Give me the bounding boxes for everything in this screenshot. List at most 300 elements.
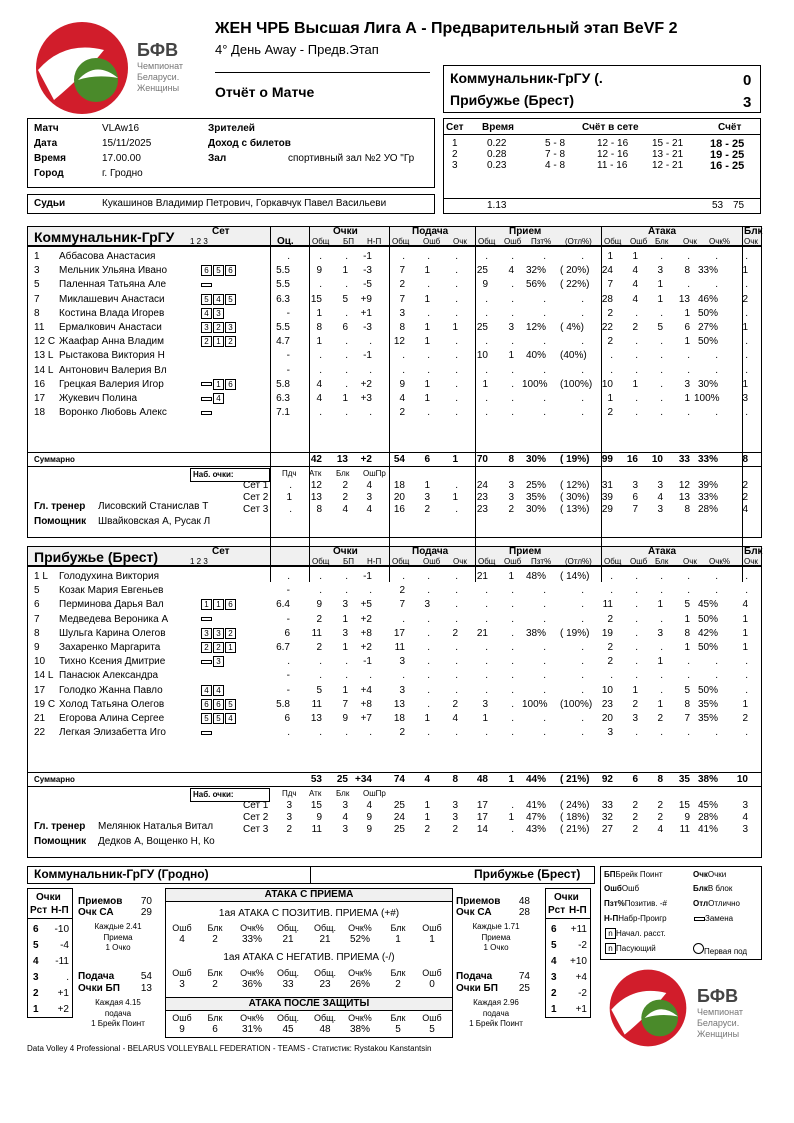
sum-stat: 33% xyxy=(697,454,718,465)
player-stat: 3 xyxy=(742,393,748,404)
atk-h: Очк% xyxy=(348,968,372,978)
player-stat: 6.3 xyxy=(276,293,290,305)
sum-stat: ( 19%) xyxy=(560,454,590,465)
set-col-h: Сет xyxy=(212,546,230,557)
rot-v: +4 xyxy=(575,972,587,983)
player-stat: 1 xyxy=(424,713,430,724)
l-bp: Очки БП xyxy=(456,983,498,994)
player-stat: 6.4 xyxy=(276,599,290,611)
sum-stat: 99 xyxy=(601,454,613,465)
player-stat: . xyxy=(687,656,690,668)
rot-v: -2 xyxy=(578,940,587,951)
player-stat: . xyxy=(511,627,514,639)
player-stat: . xyxy=(745,350,748,362)
player-stat: . xyxy=(687,251,690,262)
l-each3: 1 Очко xyxy=(483,943,509,952)
atk-h: Общ. xyxy=(276,1013,300,1023)
player-stat: . xyxy=(715,364,718,376)
legend-key: Н-П xyxy=(604,914,619,923)
player-stat: - xyxy=(286,364,290,376)
nab-stat: ( 30%) xyxy=(560,492,590,503)
legend-item xyxy=(604,883,639,895)
nab-stat: 2 xyxy=(632,800,638,811)
rotation-square: 3 xyxy=(213,628,224,639)
player-stat: . xyxy=(511,364,514,376)
player-stat: 35% xyxy=(697,713,718,724)
player-stat: 19 xyxy=(601,627,613,639)
value-hall: спортивный зал №2 УО "Гр xyxy=(288,153,415,164)
col-h: Пзт% xyxy=(531,237,552,246)
assistant-name: Дедков А, Вощенко Н, Ко xyxy=(98,836,215,847)
player-stat: . xyxy=(745,727,748,739)
legend-value: В блок xyxy=(707,884,733,893)
player-name: Панасюк Александра xyxy=(59,670,159,682)
player-stat: 2 xyxy=(742,713,748,724)
rotation-square: 5 xyxy=(201,294,212,305)
legend-value: Очки xyxy=(707,870,727,879)
col-h: Общ xyxy=(312,557,330,566)
value-match: VLAw16 xyxy=(102,123,140,134)
square-icon: n xyxy=(605,928,616,939)
player-stat: 1 xyxy=(342,265,348,277)
rotation-square: 4 xyxy=(213,294,224,305)
player-stat: 1 xyxy=(424,293,430,305)
player-stat: 1 xyxy=(607,251,613,262)
player-stat: . xyxy=(511,279,514,291)
player-stat: 4 xyxy=(632,293,638,305)
player-stat: . xyxy=(660,350,663,362)
nab-stat: 2 xyxy=(342,492,348,503)
rotation-square: 1 xyxy=(225,642,236,653)
player-stat: . xyxy=(455,293,458,305)
l-each: Каждые 2.41 xyxy=(94,922,142,931)
nab-stat: 4 xyxy=(366,800,372,811)
col-h: Очк xyxy=(453,557,467,566)
player-stat: . xyxy=(455,727,458,739)
atk-h: Ошб xyxy=(422,1013,442,1023)
player-rotation xyxy=(200,642,236,654)
player-stat: . xyxy=(543,670,546,682)
player-stat: 2 xyxy=(632,698,638,710)
nab-stat: 24 xyxy=(476,480,488,491)
label-city: Город xyxy=(34,168,64,179)
player-stat: 1 xyxy=(742,265,748,277)
player-stat: ( 14%) xyxy=(560,571,590,582)
player-stat: +7 xyxy=(360,713,372,724)
player-stat: 5 xyxy=(342,293,348,305)
player-stat: . xyxy=(745,407,748,419)
player-number: 14 L xyxy=(34,670,54,682)
player-stat: 9 xyxy=(482,279,488,291)
rotation-square: 3 xyxy=(201,322,212,333)
rotation-square: 6 xyxy=(225,599,236,610)
player-stat: 2 xyxy=(742,293,748,305)
nab-stat: 3 xyxy=(632,480,638,491)
set-row-cell: 19 - 25 xyxy=(710,149,745,161)
player-stat: . xyxy=(455,307,458,319)
player-stat: 6.7 xyxy=(276,642,290,653)
rotation-square: 6 xyxy=(225,265,236,276)
player-rotation xyxy=(200,656,224,668)
logo-sub-2: Беларуси. xyxy=(137,72,180,82)
legend-value: Начал. расст. xyxy=(616,929,666,938)
player-stat: 12% xyxy=(525,322,546,333)
nab-stat: 2 xyxy=(342,480,348,491)
legend-key: Ошб xyxy=(604,884,622,893)
col-h: (Отл%) xyxy=(565,237,592,246)
player-stat: 3 xyxy=(424,599,430,611)
player-stat: . xyxy=(345,336,348,348)
player-stat: 7 xyxy=(399,293,405,305)
legend-item xyxy=(604,869,663,881)
rot-n: 2 xyxy=(33,988,39,999)
player-stat: . xyxy=(369,585,372,597)
player-name: Жукевич Полина xyxy=(59,393,138,404)
sum-stat: 44% xyxy=(525,774,546,785)
player-stat: . xyxy=(455,265,458,277)
nab-stat: 30% xyxy=(525,504,546,515)
set-row-cell: 16 - 25 xyxy=(710,160,745,172)
player-stat: . xyxy=(581,727,584,739)
col-h: Ошб xyxy=(423,557,441,566)
player-name: Легкая Элизабетта Иго xyxy=(59,727,166,739)
player-stat: . xyxy=(715,251,718,262)
player-stat: 10 xyxy=(476,350,488,362)
col-h: Общ xyxy=(478,237,496,246)
rotation-square: 2 xyxy=(201,642,212,653)
player-stat: 13 xyxy=(310,713,322,724)
player-stat: . xyxy=(635,336,638,348)
rotation-square: 5 xyxy=(213,265,224,276)
player-stat: . xyxy=(635,350,638,362)
player-stat: -3 xyxy=(363,322,372,333)
set-row-cell: 0.22 xyxy=(487,138,507,149)
player-stat: . xyxy=(581,307,584,319)
coach-label: Гл. тренер xyxy=(34,821,86,832)
player-stat: 6 xyxy=(284,627,290,639)
l-e23: 1 Брейк Поинт xyxy=(469,1019,523,1028)
player-stat: 1 xyxy=(316,307,322,319)
l-sa: Очк СА xyxy=(456,907,492,918)
l-rec: Приемов xyxy=(78,896,123,907)
nab-stat: 2 xyxy=(286,824,292,835)
nab-stat: 3 xyxy=(742,824,748,835)
player-stat: +2 xyxy=(360,378,372,390)
nab-h: Блк xyxy=(336,469,350,478)
nab-stat: 3 xyxy=(508,492,514,503)
player-stat: . xyxy=(369,670,372,682)
player-stat: 8 xyxy=(684,265,690,277)
player-number: 9 xyxy=(34,642,40,653)
player-stat: . xyxy=(511,251,514,262)
player-name: Медведева Вероника А xyxy=(59,613,169,625)
player-stat: . xyxy=(402,571,405,582)
rot-v: . xyxy=(66,972,69,983)
atk-h: Ошб xyxy=(422,923,442,933)
legend-item xyxy=(604,913,667,925)
player-stat: 46% xyxy=(697,293,718,305)
sum-stat: 70 xyxy=(476,454,488,465)
atk-v: 31% xyxy=(241,1024,262,1035)
player-stat: 5 xyxy=(657,322,663,333)
sum-stat: 38% xyxy=(697,774,718,785)
player-rotation xyxy=(200,699,236,711)
np-h: Н-П xyxy=(569,905,587,916)
atk-v: 1 xyxy=(395,934,401,945)
col-h: Блк xyxy=(655,557,669,566)
nab-stat: 9 xyxy=(366,824,372,835)
player-stat: 5.8 xyxy=(276,378,290,390)
rot-n: 6 xyxy=(33,924,39,935)
player-stat: . xyxy=(660,336,663,348)
nab-stat: 45% xyxy=(697,800,718,811)
col-h: Общ xyxy=(312,237,330,246)
player-stat: 28 xyxy=(601,293,613,305)
sum-stat: 35 xyxy=(678,774,690,785)
player-stat: . xyxy=(687,364,690,376)
atk-v: 1 xyxy=(429,934,435,945)
sum-stat: 42 xyxy=(310,454,322,465)
player-stat: +8 xyxy=(360,698,372,710)
def-title: АТАКА ПОСЛЕ ЗАЩИТЫ xyxy=(248,998,370,1009)
player-stat: . xyxy=(427,627,430,639)
blk-h: Блк xyxy=(744,546,763,557)
l-rec-v: 48 xyxy=(518,896,530,907)
player-stat: . xyxy=(687,279,690,291)
player-name: Перминова Дарья Вал xyxy=(59,599,164,611)
sum-stat: 8 xyxy=(657,774,663,785)
nab-stat: 4 xyxy=(366,480,372,491)
player-name: Рыстакова Виктория Н xyxy=(59,350,165,362)
pts-h: Очки xyxy=(554,892,579,903)
player-stat: ( 19%) xyxy=(560,627,590,639)
player-stat: . xyxy=(369,727,372,739)
player-stat: . xyxy=(511,393,514,404)
sub-icon xyxy=(201,731,212,735)
player-stat: 2 xyxy=(316,613,322,625)
nab-h: ОшПр xyxy=(363,469,386,478)
player-stat: . xyxy=(369,407,372,419)
sum-stat: 1 xyxy=(508,774,514,785)
col-h: Ошб xyxy=(423,237,441,246)
col-h: Блк xyxy=(655,237,669,246)
player-stat: . xyxy=(687,407,690,419)
player-name: Захаренко Маргарита xyxy=(59,642,161,653)
player-stat: 1 xyxy=(342,642,348,653)
label-referee: Судьи xyxy=(34,198,66,209)
nab-stat: . xyxy=(511,800,514,811)
player-stat: . xyxy=(745,670,748,682)
player-stat: . xyxy=(635,599,638,611)
atk-h: Ошб xyxy=(422,968,442,978)
player-stat: (40%) xyxy=(560,350,587,362)
player-stat: . xyxy=(427,642,430,653)
l-serve-v: 54 xyxy=(140,971,152,982)
col-h: Н-П xyxy=(367,557,382,566)
player-stat: . xyxy=(455,251,458,262)
player-stat: . xyxy=(635,364,638,376)
player-stat: . xyxy=(511,642,514,653)
nab-stat: 3 xyxy=(342,824,348,835)
l-each3: 1 Очко xyxy=(105,943,131,952)
player-stat: 1 xyxy=(424,336,430,348)
player-stat: 4.7 xyxy=(276,336,290,348)
atk-v: 23 xyxy=(319,979,331,990)
legend-key: БП xyxy=(604,870,616,879)
sum-label: Суммарно xyxy=(34,455,75,464)
player-stat: . xyxy=(715,727,718,739)
player-stat: 1 xyxy=(632,378,638,390)
rotation-square: 3 xyxy=(213,656,224,667)
player-stat: . xyxy=(715,585,718,597)
player-stat: . xyxy=(369,336,372,348)
player-stat: . xyxy=(660,670,663,682)
player-stat: . xyxy=(635,585,638,597)
pts-h: Очки xyxy=(36,892,61,903)
col-h: Общ xyxy=(392,237,410,246)
col-h: Общ xyxy=(604,237,622,246)
rot-n: 4 xyxy=(33,956,39,967)
nab-stat: 47% xyxy=(525,812,546,823)
player-stat: 1 xyxy=(342,613,348,625)
nab-stat: 41% xyxy=(697,824,718,835)
player-stat: 10 xyxy=(601,684,613,696)
legend-key: Пзт% xyxy=(604,899,625,908)
player-stat: - xyxy=(286,307,290,319)
player-stat: 1 xyxy=(424,265,430,277)
nab-stat: 25 xyxy=(393,800,405,811)
player-number: 1 L xyxy=(34,571,48,582)
player-stat: . xyxy=(402,251,405,262)
player-stat: 11 xyxy=(394,642,405,653)
player-stat: 50% xyxy=(697,613,718,625)
player-stat: 2 xyxy=(452,698,458,710)
serve-h: Подача xyxy=(412,226,449,237)
nab-set: Сет 3 xyxy=(243,504,269,515)
col-h: Ошб xyxy=(504,237,522,246)
player-number: 22 xyxy=(34,727,46,739)
player-stat: 32% xyxy=(525,265,546,277)
l-each2: Приема xyxy=(481,933,511,942)
player-number: 6 xyxy=(34,599,40,611)
player-stat: 5.5 xyxy=(276,279,290,291)
atk-h: Очк% xyxy=(348,923,372,933)
atk-v: 2 xyxy=(395,979,401,990)
set-col-h: Сет xyxy=(212,226,230,237)
rot-v: +1 xyxy=(57,988,69,999)
legend-value: Брейк Поинт xyxy=(615,870,663,879)
player-stat: . xyxy=(511,599,514,611)
sum-stat: 33 xyxy=(678,454,690,465)
bottom-team2: Прибужье (Брест) xyxy=(474,867,581,881)
player-stat: . xyxy=(635,727,638,739)
nab-stat: 12 xyxy=(678,480,690,491)
player-stat: . xyxy=(485,670,488,682)
score-team1-sets: 0 xyxy=(743,72,752,89)
rot-n: 5 xyxy=(33,940,39,951)
player-stat: 17 xyxy=(393,627,405,639)
player-stat: 6 xyxy=(284,713,290,724)
label-income: Доход с билетов xyxy=(208,138,291,149)
player-stat: . xyxy=(485,407,488,419)
player-stat: 2 xyxy=(399,279,405,291)
set-row-cell: 7 - 8 xyxy=(545,149,566,160)
logo-text-bottom: БФВ xyxy=(697,986,739,1006)
player-stat: . xyxy=(511,293,514,305)
nab-stat: 27 xyxy=(601,824,613,835)
nab-set: Сет 2 xyxy=(243,492,269,503)
player-stat: . xyxy=(455,407,458,419)
coach-name: Лисовский Станислав Т xyxy=(98,501,209,512)
nab-stat: 7 xyxy=(632,504,638,515)
set-row-cell: 0.28 xyxy=(487,149,507,160)
nab-stat: 43% xyxy=(525,824,546,835)
player-number: 17 xyxy=(34,393,46,404)
sum-stat: 74 xyxy=(393,774,405,785)
player-stat: . xyxy=(660,251,663,262)
nab-stat: 3 xyxy=(286,812,292,823)
sum-stat: 10 xyxy=(736,774,748,785)
np-h: Н-П xyxy=(51,905,69,916)
set-row-cell: 12 - 21 xyxy=(652,160,684,171)
nab-stat: 2 xyxy=(657,812,663,823)
player-stat: 3 xyxy=(399,684,405,696)
player-stat: . xyxy=(581,585,584,597)
pts-h: Очки xyxy=(333,546,358,557)
sum-stat: +34 xyxy=(355,774,372,785)
player-stat: 13 xyxy=(393,698,405,710)
player-stat: . xyxy=(581,642,584,653)
player-stat: 13 xyxy=(678,293,690,305)
pts-h: Очки xyxy=(333,226,358,237)
player-stat: 3 xyxy=(607,727,613,739)
nab-stat: 4 xyxy=(657,492,663,503)
rotation-square: 6 xyxy=(201,699,212,710)
col-h: Ошб xyxy=(630,557,648,566)
player-stat: . xyxy=(319,364,322,376)
nab-stat: 1 xyxy=(424,800,430,811)
player-rotation xyxy=(200,407,212,419)
nab-stat: 25 xyxy=(393,824,405,835)
col-h: Очк xyxy=(453,237,467,246)
rot-n: 4 xyxy=(551,956,557,967)
player-stat: 1 xyxy=(316,336,322,348)
player-stat: 4 xyxy=(632,279,638,291)
nab-stat: 4 xyxy=(366,504,372,515)
set-row-cell: 0.23 xyxy=(487,160,507,171)
col-h: Общ xyxy=(478,557,496,566)
player-stat: . xyxy=(427,656,430,668)
player-stat: . xyxy=(610,585,613,597)
player-stat: 3 xyxy=(684,378,690,390)
player-stat: . xyxy=(485,599,488,611)
l-serve-v: 74 xyxy=(518,971,530,982)
player-stat: 5 xyxy=(316,684,322,696)
player-stat: - xyxy=(286,350,290,362)
player-stat: 3 xyxy=(657,265,663,277)
player-stat: 5.5 xyxy=(276,322,290,333)
l-e22: подача xyxy=(104,1009,132,1018)
nab-stat: 33% xyxy=(697,492,718,503)
player-stat: . xyxy=(581,293,584,305)
player-stat: . xyxy=(427,251,430,262)
player-stat: . xyxy=(511,684,514,696)
circle-icon xyxy=(693,943,704,954)
nab-label: Наб. очки: xyxy=(190,788,270,802)
player-stat: . xyxy=(511,585,514,597)
player-stat: 12 xyxy=(393,336,405,348)
player-stat: 50% xyxy=(697,307,718,319)
